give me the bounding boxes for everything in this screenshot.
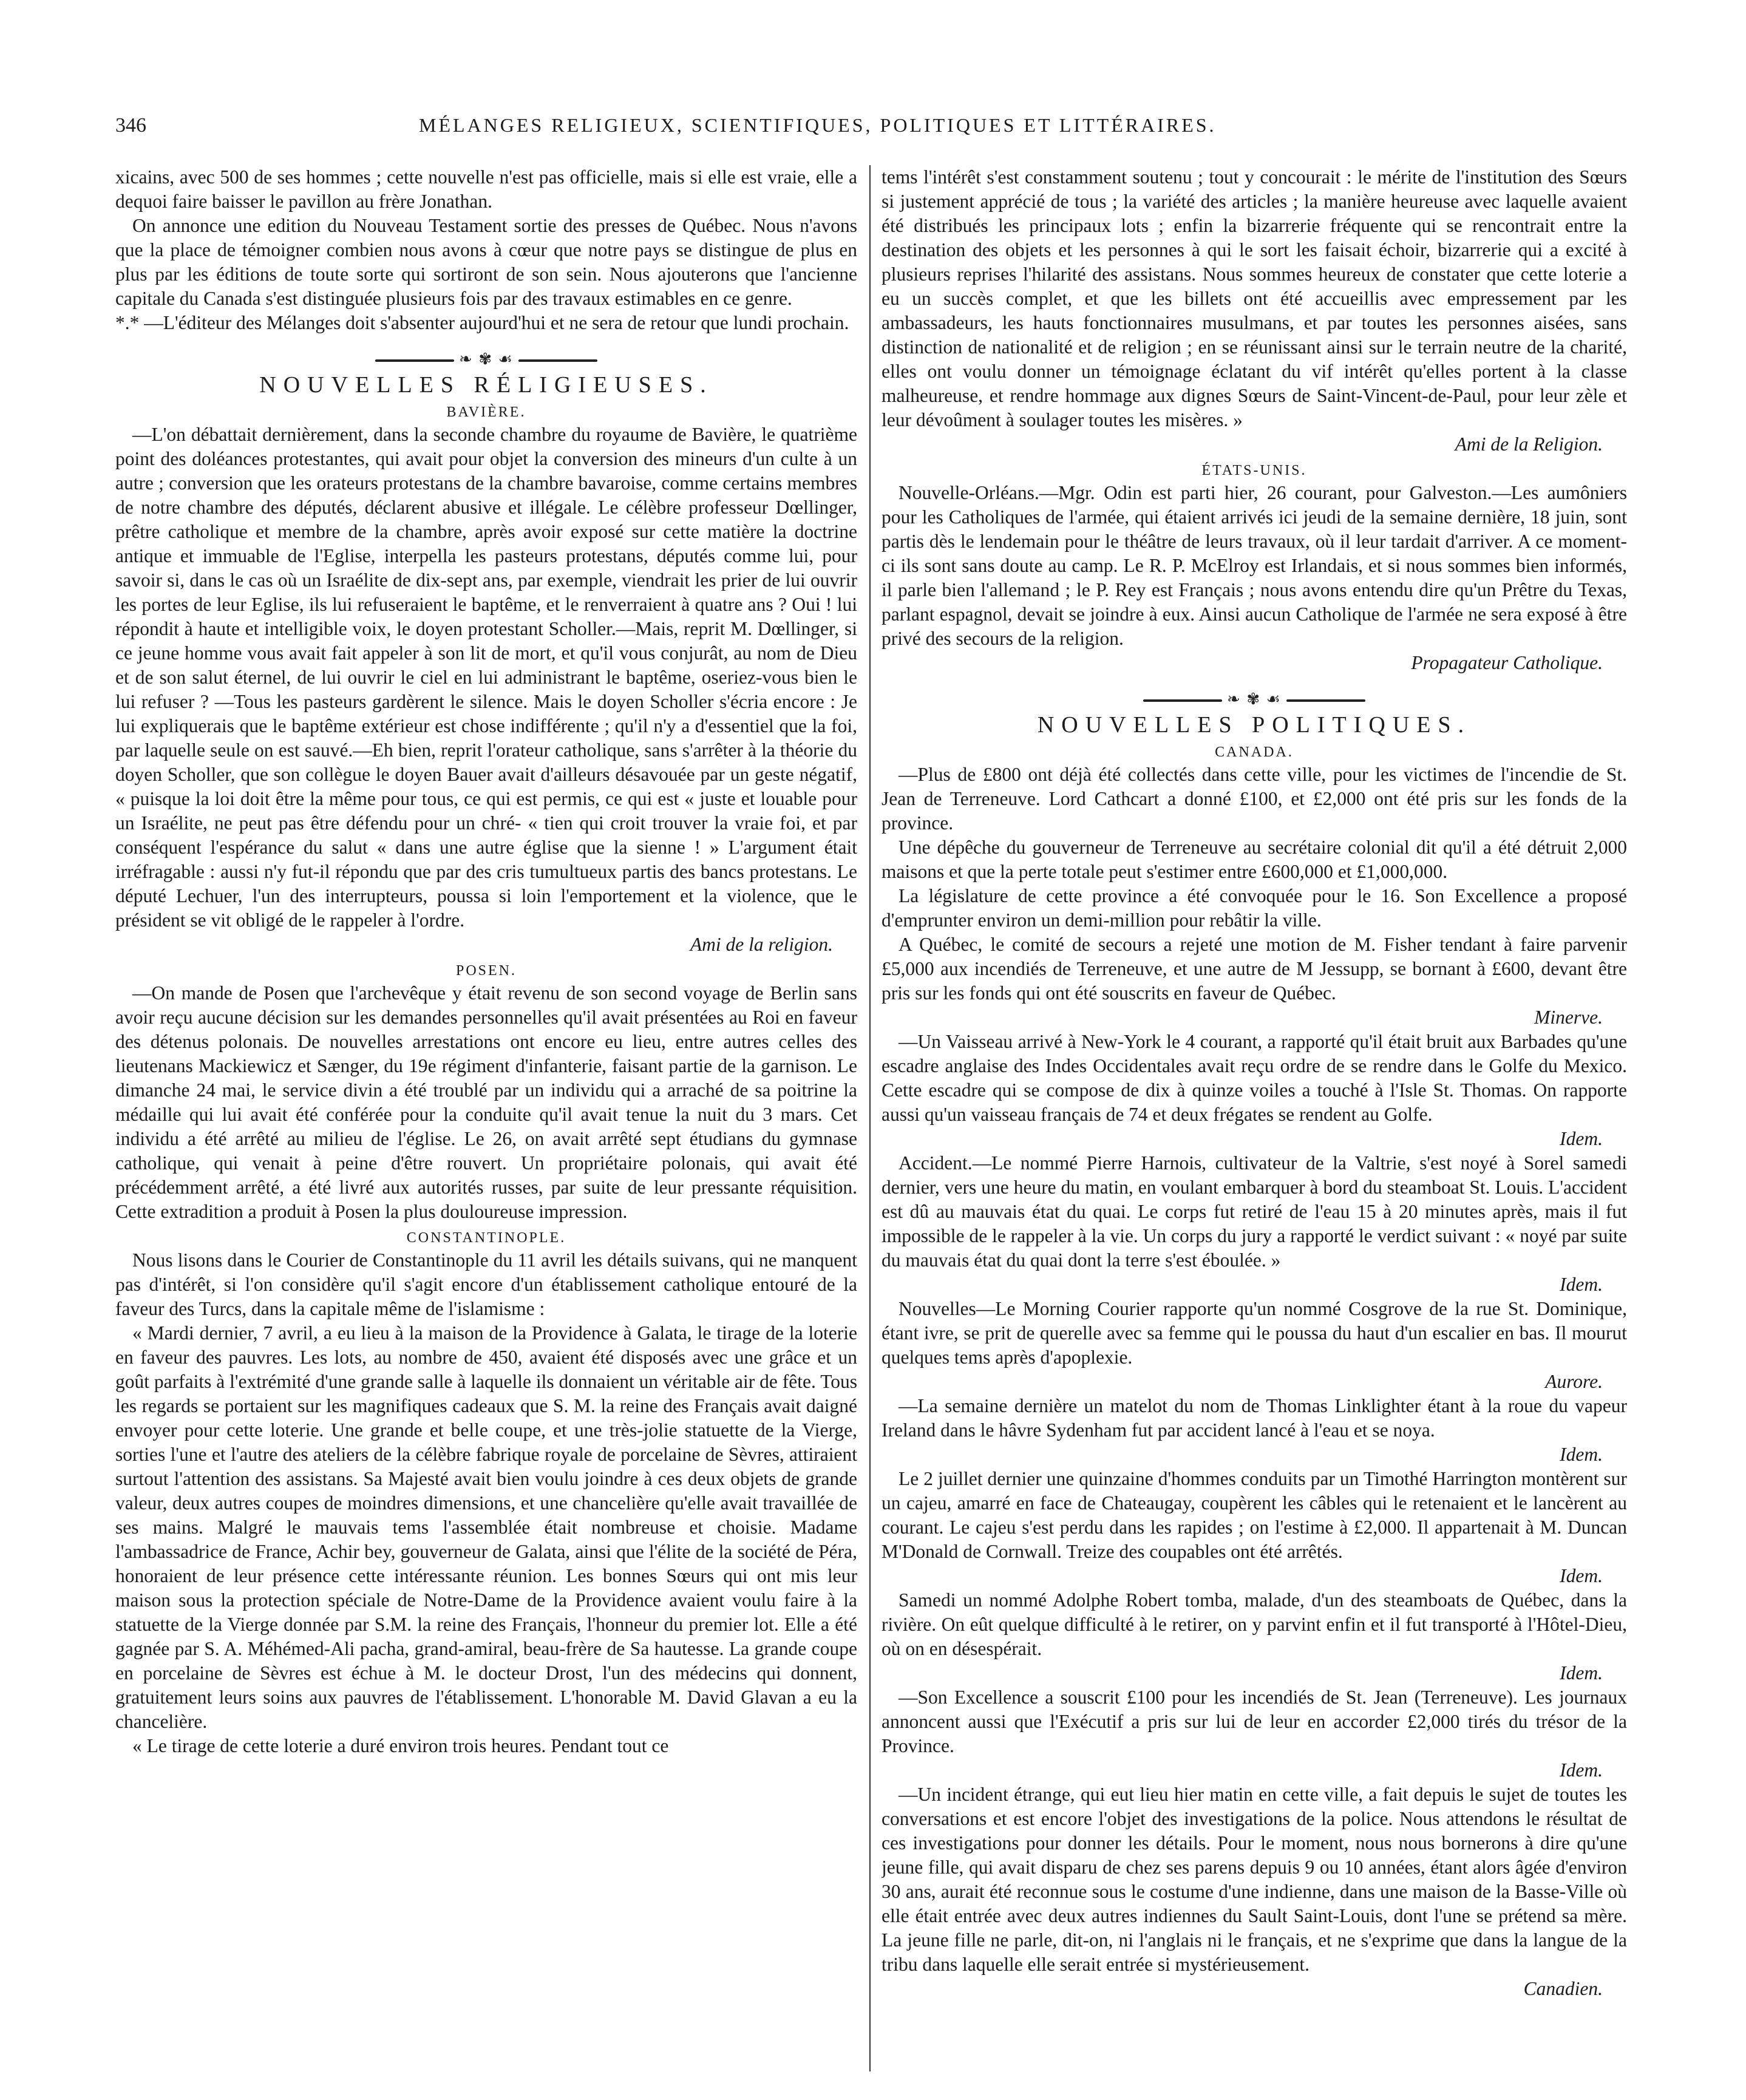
article-paragraph: Nous lisons dans le Courier de Constantinople du 11 avril les détails suivans, qui ne manquent pas d'intérêt, si l'on considère qu'il s'agit encore d'un établissement catholique entouré de la faveur des Turcs, dans la capitale même de l'islamisme : (115, 1249, 857, 1319)
column-divider (869, 165, 871, 2071)
editor-notice: *.* —L'éditeur des Mélanges doit s'absenter aujourd'hui et ne sera de retour que lundi prochain. (115, 312, 849, 333)
section-title-religieuses: NOUVELLES RÉLIGIEUSES. (259, 372, 713, 398)
article-paragraph: —Plus de £800 ont déjà été collectés dans cette ville, pour les victimes de l'incendie de St. Jean de Terreneuve. Lord Cathcart a donné £100, et £2,000 ont été pris sur les fonds de la province. (881, 764, 1627, 834)
subhead-canada: CANADA. (1215, 744, 1294, 760)
article-paragraph: On annonce une edition du Nouveau Testament sortie des presses de Québec. Nous n'avons que la place de témoigner combien nous avons à cœur que notre pays se distingue de plus en plus par les éditions de toute sorte qui sortiront de son sein. Nous ajouterons que l'ancienne capitale du Canada s'est distinguée plusieurs fois par des travaux estimables en ce genre. (115, 215, 857, 309)
article-paragraph: La législature de cette province a été convoquée pour le 16. Son Excellence a proposé d'emprunter environ un demi-million pour rebâtir la ville. (881, 885, 1627, 931)
article-paragraph: —Un Vaisseau arrivé à New-York le 4 courant, a rapporté qu'il était bruit aux Barbades qu'une escadre anglaise des Indes Occidentales avait reçu ordre de se rendre dans le Golfe du Mexico. Cette escadre qui se compose de dix à quinze voiles a touché à l'Isle St. Thomas. On rapporte aussi qu'un vaisseau français de 74 et deux frégates se rendent au Golfe. (881, 1031, 1627, 1125)
ornament-divider: ❧ ✾ ☙ (115, 348, 857, 370)
article-paragraph: « Le tirage de cette loterie a duré environ trois heures. Pendant tout ce (132, 1735, 669, 1756)
source-credit: Idem. (1560, 1565, 1603, 1586)
article-etats-unis: Nouvelle-Orléans.—Mgr. Odin est parti hier, 26 courant, pour Galveston.—Les aumôniers pour les Catholiques de l'armée, qui étaient arrivés ici jeudi de la semaine dernière, 18 juin, sont partis dès le lendemain pour le théâtre de leurs travaux, où il leur tardait d'arriver. A ce moment-ci ils sont sans doute au camp. Le R. P. McElroy est Irlandais, et si nous sommes bien informés, il parle bien l'allemand ; le P. Rey est Français ; nous avons entendu dire qu'un Prêtre du Texas, parlant espagnol, devait se joindre à eux. Ainsi aucun Catholique de l'armée ne sera exposé à être privé des secours de la religion. (881, 482, 1627, 649)
source-credit: Ami de la Religion. (1455, 433, 1603, 455)
right-column (881, 165, 1627, 2071)
article-paragraph: —La semaine dernière un matelot du nom de Thomas Linklighter étant à la roue du vapeur Ireland dans le hâvre Sydenham fut par accident lancé à l'eau et se noya. (881, 1395, 1627, 1441)
article-paragraph: —Un incident étrange, qui eut lieu hier matin en cette ville, a fait depuis le sujet de toutes les conversations et est encore l'objet des investigations de la police. Nous attendons le résultat de ces investigations pour donner les détails. Pour le moment, nous nous bornerons à dire qu'une jeune fille, qui avait disparu de chez ses parens depuis 9 ou 10 années, étant alors âgée d'environ 30 ans, aurait été reconnue sous le costume d'une indienne, dans une maison de la Basse-Ville où elle était entrée avec deux autres indiennes du Sault Saint-Louis, dont l'une se prétend sa mère. La jeune fille ne parle, dit-on, ni l'anglais ni le français, et ne s'exprime que dans la langue de la tribu dans laquelle elle serait entrée si mystérieusement. (881, 1784, 1627, 1975)
article-paragraph: Le 2 juillet dernier une quinzaine d'hommes conduits par un Timothé Harrington montèrent sur un cajeu, amarré en face de Chateaugay, coupèrent les câbles qui le retenaient et le lancèrent au courant. Le cajeu s'est perdu dans les rapides ; on l'estime à £2,000. Il appartenait à M. Duncan M'Donald de Cornwall. Treize des coupables ont été arrêtés. (881, 1468, 1627, 1562)
article-paragraph: tems l'intérêt s'est constamment soutenu ; tout y concourait : le mérite de l'institution des Sœurs si justement apprécié de tous ; la variété des articles ; la manière heureuse avec laquelle avaient été distribués les principaux lots ; enfin la bizarrerie fréquente qui se rencontrait entre la destination des objets et les personnes à qui le sort les faisait échoir, bizarrerie qui a excité à plusieurs reprises l'hilarité des assistans. Nous sommes heureux de constater que cette loterie a eu un succès complet, et que les billets ont été accueillis avec empressement par les ambassadeurs, les hauts fonctionnaires musulmans, et par toutes les personnes aisées, sans distinction de nationalité et de religion ; en se réunissant ainsi sur le terrain neutre de la charité, elles ont voulu donner un témoignage éclatant du vif intérêt qu'elles portent à la classe malheureuse, et rendre hommage aux dignes Sœurs de Saint-Vincent-de-Paul, pour leur zèle et leur dévoûment à soulager toutes les misères. » (881, 166, 1627, 430)
running-title: MÉLANGES RELIGIEUX, SCIENTIFIQUES, POLITIQUES ET LITTÉRAIRES. (419, 114, 1217, 136)
subhead-baviere: BAVIÈRE. (446, 404, 526, 420)
subhead-posen: POSEN. (455, 963, 517, 979)
subhead-constantinople: CONSTANTINOPLE. (406, 1230, 566, 1246)
article-paragraph: « Mardi dernier, 7 avril, a eu lieu à la maison de la Providence à Galata, le tirage de la loterie en faveur des pauvres. Les lots, au nombre de 450, avaient été disposés avec une grâce et un goût parfaits à l'extrémité d'une grande salle à laquelle ils donnaient un véritable air de fête. Tous les regards se portaient sur les magnifiques cadeaux que S. M. la reine des Français avait daigné envoyer pour cette loterie. Une grande et belle coupe, et une très-jolie statuette de la Vierge, sorties l'une et l'autre des ateliers de la célèbre fabrique royale de porcelaine de Sèvres, attiraient surtout l'attention des assistans. Sa Majesté avait bien voulu joindre à ces deux objets de grande valeur, deux autres coupes de moindres dimensions, et une chancelière qu'elle avait travaillée de ses mains. Malgré le mauvais tems l'assemblée était nombreuse et choisie. Madame l'ambassadrice de France, Achir bey, gouverneur de Galata, ainsi que l'élite de la société de Péra, honoraient de leur présence cette intéressante réunion. Les bonnes Sœurs qui ont mis leur maison sous la protection spéciale de Notre-Dame de la Providence avaient voulu faire à la statuette de la Vierge donnée par S.M. la reine des Français, l'honneur du premier lot. Elle a été gagnée par S. A. Méhémed-Ali pacha, grand-amiral, beau-frère de Sa hautesse. La grande coupe en porcelaine de Sèvres est échue à M. le docteur Drost, l'un des médecins qui donnent, gratuitement leurs soins aux pauvres de l'établissement. L'honorable M. David Glavan a eu la chancelière. (115, 1322, 857, 1732)
source-credit: Idem. (1560, 1274, 1603, 1295)
article-paragraph: Nouvelles—Le Morning Courier rapporte qu'un nommé Cosgrove de la rue St. Dominique, étant ivre, se prit de querelle avec sa femme qui le poussa du haut d'un escalier en bas. Il mourut quelques tems après d'apoplexie. (881, 1298, 1627, 1368)
page-number: 346 (115, 114, 146, 137)
source-credit: Idem. (1560, 1444, 1603, 1465)
source-credit: Minerve. (1534, 1007, 1603, 1028)
article-baviere: —L'on débattait dernièrement, dans la seconde chambre du royaume de Bavière, le quatrième point des doléances protestantes, qui avait pour objet la conversion des mineurs d'un culte à un autre ; conversion que les orateurs protestans de la chambre bavaroise, comme certains membres de notre chambre des députés, déclarent abusive et illégale. Le célèbre professeur Dœllinger, prêtre catholique et membre de la chambre, après avoir exposé sur cette matière la doctrine antique et immuable de l'Eglise, interpella les pasteurs protestans, députés comme lui, pour savoir si, dans le cas où un Israélite de dix-sept ans, par exemple, viendrait les prier de lui ouvrir les portes de leur Eglise, ils lui refuseraient le baptême, et le renverraient à quatre ans ? Oui ! lui répondit à haute et intelligible voix, le doyen protestant Scholler.—Mais, reprit M. Dœllinger, si ce jeune homme vous avait fait appeler à son lit de mort, et qu'il vous conjurât, au nom de Dieu et de son salut éternel, de lui ouvrir le ciel en lui administrant le baptême, oseriez-vous bien le lui refuser ? —Tous les pasteurs gardèrent le silence. Mais le doyen Scholler s'écria encore : Je lui expliquerais que le baptême extérieur est chose indifférente ; qu'il n'y a d'essentiel que la foi, par laquelle seule on est sauvé.—Eh bien, reprit l'orateur catholique, sans s'arrêter à la théorie du doyen Scholler, que son collègue le doyen Bauer avait d'ailleurs désavouée par un geste négatif, « puisque la loi doit être la même pour tous, ce qui est permis, ce qui est « juste et louable pour un Israélite, ne peut pas être défendu pour un chré- « tien qui croit trouver la vraie foi, et par conséquent l'espérance du salut « dans une autre église que la sienne ! » L'argument était irréfragable : aussi n'y fut-il répondu que par des cris tumultueux partis des bancs protestans. Le député Lechuer, l'un des interrupteurs, poussa si loin l'emportement et la violence, que le président se vit obligé de le rappeler à l'ordre. (115, 424, 857, 931)
source-credit: Idem. (1560, 1662, 1603, 1684)
source-credit: Canadien. (1523, 1978, 1603, 1999)
article-paragraph: xicains, avec 500 de ses hommes ; cette nouvelle n'est pas officielle, mais si elle est vraie, elle a dequoi faire baisser le pavillon au frère Jonathan. (115, 166, 857, 212)
article-paragraph: Une dépêche du gouverneur de Terreneuve au secrétaire colonial dit qu'il a été détruit 2,000 maisons et que la perte totale peut s'estimer entre £600,000 et £1,000,000. (881, 837, 1627, 882)
article-posen: —On mande de Posen que l'archevêque y était revenu de son second voyage de Berlin sans avoir reçu aucune décision sur les demandes personnelles qu'il avait présentées au Roi en faveur des détenus polonais. De nouvelles arrestations ont encore eu lieu, entre autres celles des lieutenans Mackiewicz et Sænger, du 19e régiment d'infanterie, faisant partie de la garnison. Le dimanche 24 mai, le service divin a été troublé par un individu qui a arraché de sa poitrine la médaille qui lui avait été conférée pour la conduite qu'il avait tenue la nuit du 3 mars. Cet individu a été arrêté au milieu de l'église. Le 26, on avait arrêté sept étudians du gymnase catholique, qui venait à peine d'être rouvert. Un propriétaire polonais, qui avait été précédemment arrêté, a été livré aux autorités russes, par suite de leur pressante réquisition. Cette extradition a produit à Posen la plus douloureuse impression. (115, 982, 857, 1222)
article-paragraph: —Son Excellence a souscrit £100 pour les incendiés de St. Jean (Terreneuve). Les journaux annoncent aussi que l'Exécutif a pris sur lui de leur en accorder £2,000 tirés du trésor de la Province. (881, 1687, 1627, 1756)
source-credit: Idem. (1560, 1759, 1603, 1781)
source-credit: Aurore. (1545, 1371, 1603, 1392)
source-credit: Propagateur Catholique. (1411, 652, 1603, 673)
ornament-divider: ❧ ✾ ☙ (881, 688, 1627, 710)
running-head (115, 114, 1627, 148)
section-title-politiques: NOUVELLES POLITIQUES. (1037, 712, 1472, 738)
article-paragraph: A Québec, le comité de secours a rejeté une motion de M. Fisher tendant à faire parvenir £5,000 aux incendiés de Terreneuve, et une autre de M Jessupp, se bornant à £600, devant être pris sur les fonds qui ont été souscrits en faveur de Québec. (881, 934, 1627, 1004)
article-paragraph: Accident.—Le nommé Pierre Harnois, cultivateur de la Valtrie, s'est noyé à Sorel samedi dernier, vers une heure du matin, en voulant embarquer à bord du steamboat St. Louis. L'accident est dû au mauvais état du quai. Le corps fut retiré de l'eau 15 à 20 minutes après, mais il fut impossible de le rappeler à la vie. Un corps du jury a rapporté le verdict suivant : « noyé par suite du mauvais état du quai dont la terre s'est éboulée. » (881, 1152, 1627, 1271)
article-paragraph: Samedi un nommé Adolphe Robert tomba, malade, d'un des steamboats de Québec, dans la rivière. On eût quelque difficulté à le retirer, on y parvint enfin et il fut transporté à l'Hôtel-Dieu, où on en désespérait. (881, 1589, 1627, 1659)
source-credit: Ami de la religion. (690, 934, 833, 955)
subhead-etats-unis: ÉTATS-UNIS. (1201, 463, 1307, 478)
left-column (115, 165, 857, 2071)
source-credit: Idem. (1560, 1128, 1603, 1149)
